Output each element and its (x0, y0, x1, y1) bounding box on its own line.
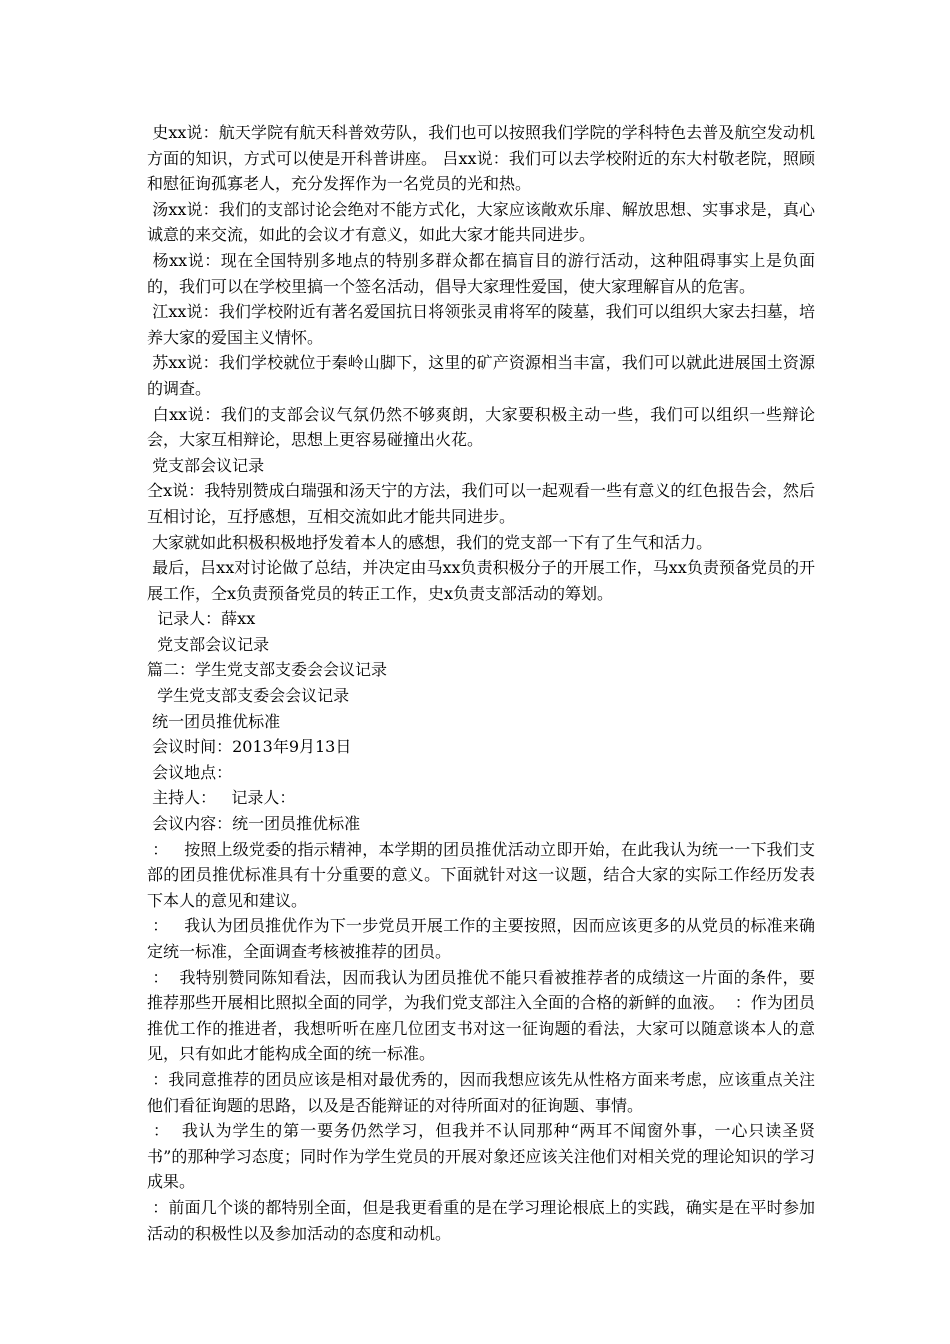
meeting-location: 会议地点： (147, 762, 233, 782)
meeting-content: 会议内容：统一团员推优标准 (147, 814, 361, 834)
recorder-line: 记录人：薛xx (147, 609, 256, 629)
meeting-time: 会议时间：2013年9月13日 (147, 737, 352, 757)
paragraph: ：我同意推荐的团员应该是相对最优秀的，因而我想应该先从性格方面来考虑，应该重点关注他们看征询题的思路，以及是否能辩证的对待所面对的征询题、事情。 (147, 1069, 815, 1115)
chapter-title: 篇二：学生党支部支委会会议记录 (147, 660, 388, 680)
section-heading: 学生党支部支委会会议记录 (147, 686, 350, 706)
paragraph: 仝x说：我特别赞成白瑞强和汤天宁的方法，我们可以一起观看一些有意义的红色报告会，然后互相讨论，互抒感想，互相交流如此才能共同进步。 (147, 481, 815, 526)
meeting-host: 主持人： 记录人： (147, 788, 296, 808)
paragraph: 最后，吕xx对讨论做了总结，并决定由马xx负责积极分子的开展工作，马xx负责预备党员的开展工作，仝x负责预备党员的转正工作，史x负责支部活动的筹划。 (147, 558, 815, 603)
paragraph: 大家就如此积极积极地抒发着本人的感想，我们的党支部一下有了生气和活力。 (147, 532, 713, 552)
paragraph: ： 按照上级党委的指示精神，本学期的团员推优活动立即开始，在此我认为统一一下我们支部的团员推优标准具有十分重要的意义。下面就针对这一议题，结合大家的实际工作经历发表下本人的意见和建议。 (147, 839, 815, 910)
paragraph: 白xx说：我们的支部会议气氛仍然不够爽朗，大家要积极主动一些，我们可以组织一些辩论会，大家互相辩论，思想上更容易碰撞出火花。 (147, 404, 815, 450)
paragraph: ：前面几个谈的都特别全面，但是我更看重的是在学习理论根底上的实践，确实是在平时参加活动的积极性以及参加活动的态度和动机。 (147, 1197, 815, 1243)
section-heading: 党支部会议记录 (147, 455, 265, 475)
paragraph: ： 我特别赞同陈知看法，因而我认为团员推优不能只看被推荐者的成绩这一片面的条件，要推荐那些开展相比照拟全面的同学，为我们党支部注入全面的合格的新鲜的血液。 ：作为团员推优工作的推进者，我想听听在座几位团支书对这一征询题的看法，大家可以随意谈本人的意见，只有如此才能构成全面的统一标准。 (147, 967, 815, 1064)
paragraph: 史xx说：航天学院有航天科普效劳队，我们也可以按照我们学院的学科特色去普及航空发动机方面的知识，方式可以使是开科普讲座。 吕xx说：我们可以去学校附近的东大村敬老院，照顾和慰征询孤寡老人，充分发挥作为一名党员的光和热。 (147, 123, 815, 194)
paragraph: 苏xx说：我们学校就位于秦岭山脚下，这里的矿产资源相当丰富，我们可以就此进展国土资源的调查。 (147, 353, 815, 398)
paragraph: ： 我认为学生的第一要务仍然学习，但我并不认同那种“两耳不闻窗外事，一心只读圣贤书”的那种学习态度；同时作为学生党员的开展对象还应该关注他们对相关党的理论知识的学习成果。 (147, 1121, 815, 1192)
paragraph: 杨xx说：现在全国特别多地点的特别多群众都在搞盲目的游行活动，这种阻碍事实上是负面的，我们可以在学校里搞一个签名活动，倡导大家理性爱国，使大家理解盲从的危害。 (147, 250, 815, 296)
paragraph: 江xx说：我们学校附近有著名爱国抗日将领张灵甫将军的陵墓，我们可以组织大家去扫墓，培养大家的爱国主义情怀。 (147, 302, 815, 347)
paragraph: 汤xx说：我们的支部讨论会绝对不能方式化，大家应该敞欢乐扉、解放思想、实事求是，真心诚意的来交流，如此的会议才有意义，如此大家才能共同进步。 (147, 199, 815, 245)
document-page (147, 120, 815, 1246)
meeting-topic: 统一团员推优标准 (147, 711, 281, 731)
paragraph: ： 我认为团员推优作为下一步党员开展工作的主要按照，因而应该更多的从党员的标准来确定统一标准，全面调查考核被推荐的团员。 (147, 916, 815, 961)
section-heading: 党支部会议记录 (147, 634, 270, 654)
